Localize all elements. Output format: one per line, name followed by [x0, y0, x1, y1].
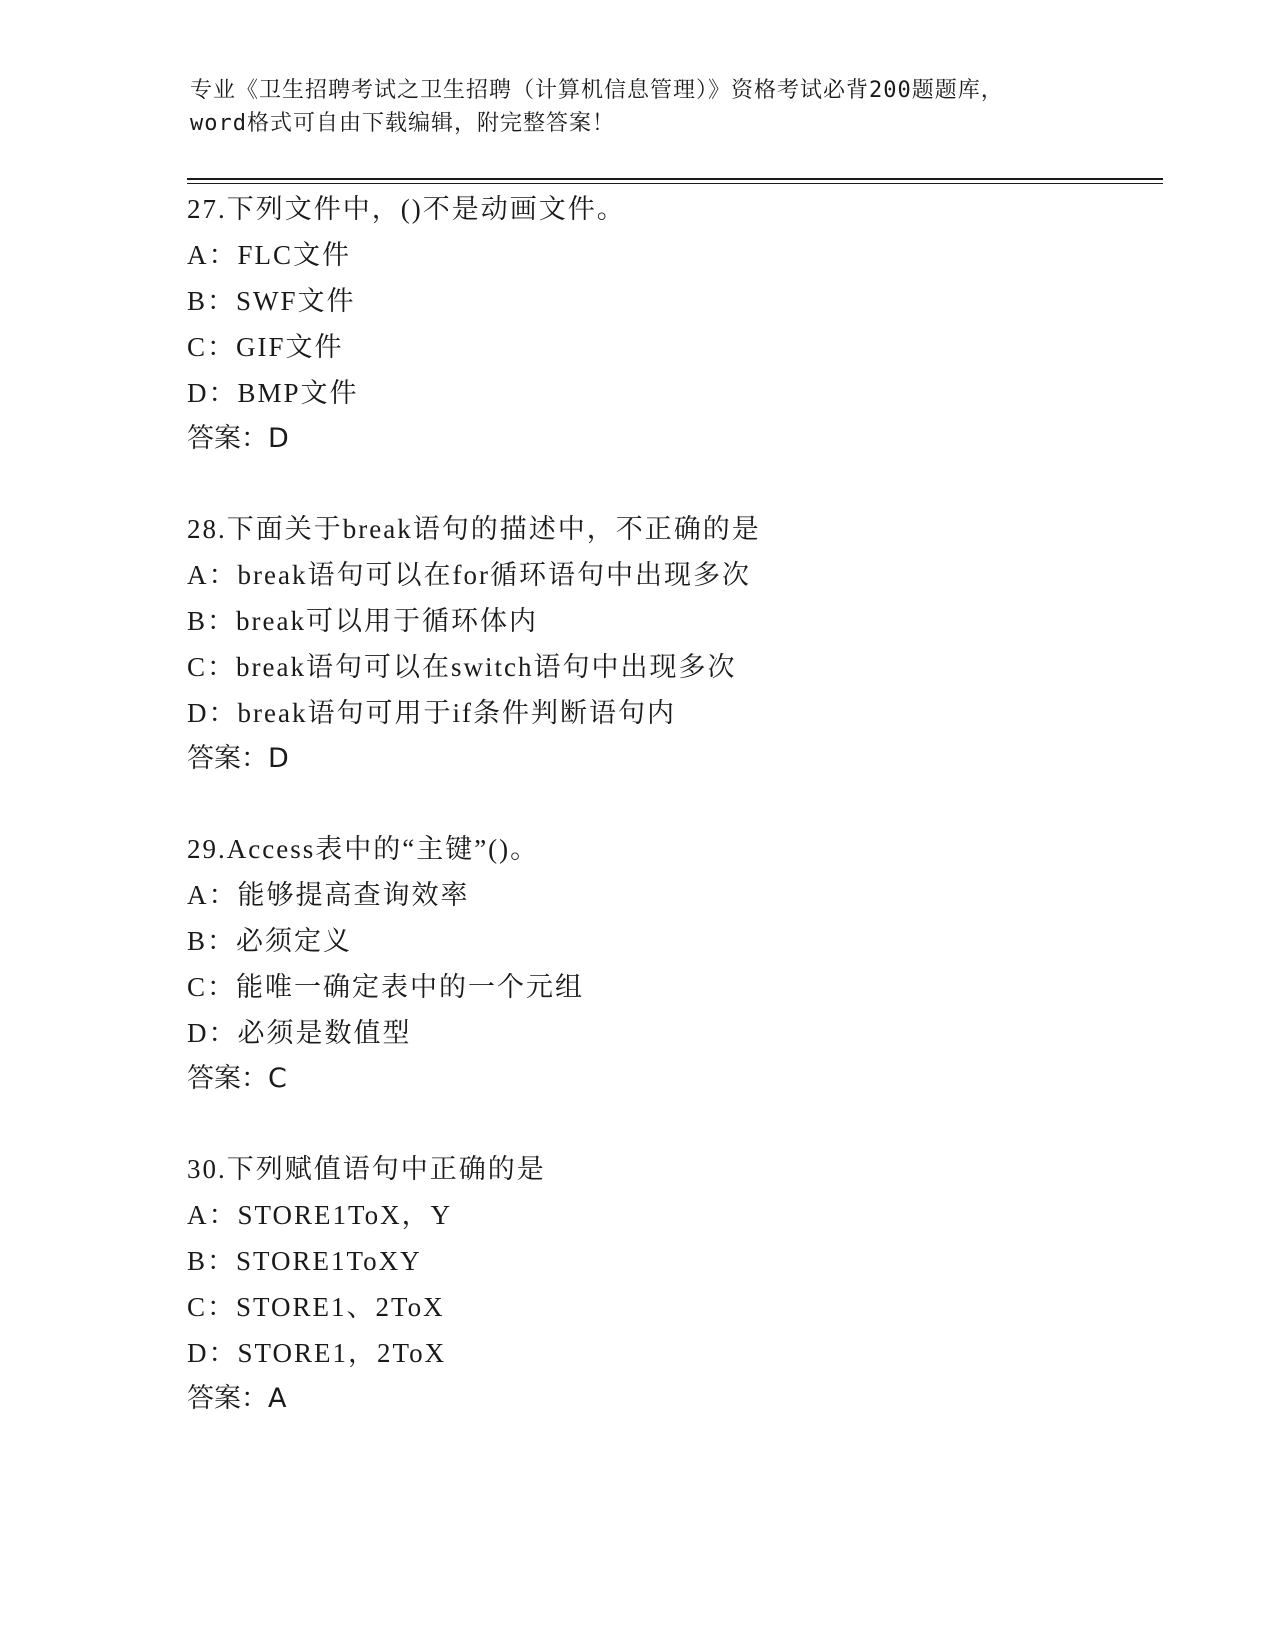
answer-label: 答案：C	[187, 1063, 287, 1094]
option-c: C：STORE1、2ToX	[187, 1292, 445, 1322]
header-divider-thick	[187, 178, 1163, 180]
option-a: A：break语句可以在for循环语句中出现多次	[187, 560, 751, 590]
question-stem: 30.下列赋值语句中正确的是	[187, 1154, 546, 1184]
option-c: C：break语句可以在switch语句中出现多次	[187, 652, 737, 682]
option-b: B：必须定义	[187, 926, 353, 956]
question-stem: 28.下面关于break语句的描述中，不正确的是	[187, 514, 761, 544]
question-stem: 29.Access表中的“主键”()。	[187, 834, 540, 864]
answer-label: 答案：D	[187, 423, 289, 454]
document-header	[190, 74, 1090, 140]
answer-label: 答案：A	[187, 1383, 287, 1414]
option-a: A：STORE1ToX，Y	[187, 1200, 453, 1230]
question-29	[187, 826, 1147, 1102]
option-b: B：SWF文件	[187, 286, 356, 316]
header-title-line: 专业《卫生招聘考试之卫生招聘（计算机信息管理）》资格考试必背200题题库，	[190, 78, 1004, 103]
option-b: B：break可以用于循环体内	[187, 606, 538, 636]
option-c: C：能唯一确定表中的一个元组	[187, 972, 585, 1002]
option-d: D：必须是数值型	[187, 1018, 412, 1048]
question-28	[187, 506, 1147, 782]
question-27	[187, 186, 1147, 462]
option-d: D：break语句可用于if条件判断语句内	[187, 698, 676, 728]
question-stem: 27.下列文件中，()不是动画文件。	[187, 194, 626, 224]
option-d: D：BMP文件	[187, 378, 359, 408]
header-subtitle-line: word格式可自由下载编辑，附完整答案！	[190, 111, 615, 136]
option-c: C：GIF文件	[187, 332, 344, 362]
option-a: A：FLC文件	[187, 240, 352, 270]
answer-label: 答案：D	[187, 743, 289, 774]
option-b: B：STORE1ToXY	[187, 1246, 422, 1276]
option-d: D：STORE1，2ToX	[187, 1338, 447, 1368]
header-divider-thin	[187, 183, 1163, 184]
option-a: A：能够提高查询效率	[187, 880, 470, 910]
question-30	[187, 1146, 1147, 1422]
